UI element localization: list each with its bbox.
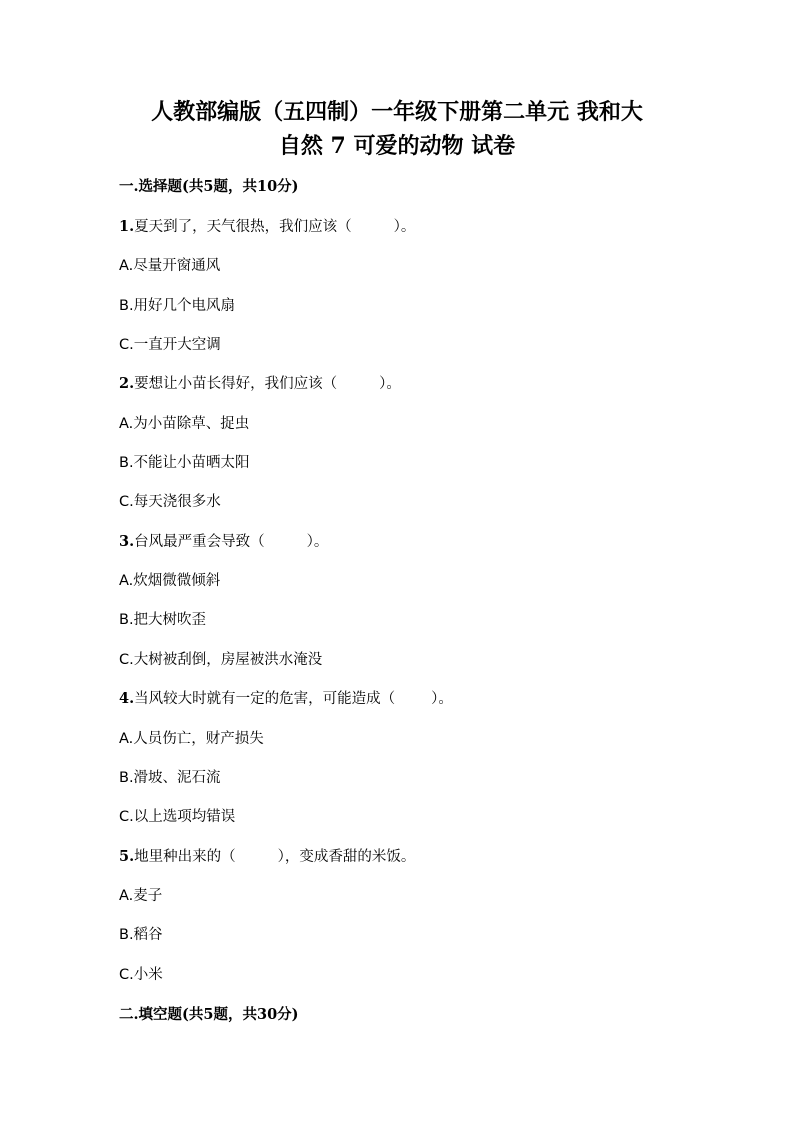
question-stem-end: ）。	[393, 219, 416, 235]
question-5	[119, 847, 415, 867]
question-number: 1.	[119, 218, 135, 235]
option-2a: A.为小苗除草、捉虫	[119, 416, 250, 432]
option-5c: C.小米	[119, 967, 163, 983]
question-number: 3.	[119, 533, 135, 550]
question-stem: 台风最严重会导致（	[134, 534, 265, 550]
option-3b: B.把大树吹歪	[119, 612, 207, 628]
option-4c: C.以上选项均错误	[119, 809, 236, 825]
question-stem-end: ）。	[379, 376, 401, 392]
question-stem: 地里种出来的（	[134, 849, 236, 865]
option-3a: A.炊烟微微倾斜	[119, 573, 221, 589]
page-title-line-2: 自然 7 可爱的动物 试卷	[278, 133, 516, 159]
option-5b: B.稻谷	[119, 927, 163, 943]
option-4b: B.滑坡、泥石流	[119, 770, 221, 786]
option-4a: A.人员伤亡，财产损失	[119, 731, 264, 747]
question-number: 5.	[119, 848, 135, 865]
question-3	[119, 532, 328, 552]
question-4	[119, 689, 453, 709]
question-stem: 夏天到了，天气很热，我们应该（	[134, 219, 352, 235]
section-heading-fill-in: 二.填空题(共5题，共30分)	[119, 1006, 299, 1023]
question-stem: 要想让小苗长得好，我们应该（	[134, 376, 338, 392]
question-stem-end: ），变成香甜的米饭。	[277, 849, 416, 865]
question-1	[119, 217, 415, 237]
question-2	[119, 374, 401, 394]
question-stem: 当风较大时就有一定的危害，可能造成（	[134, 691, 396, 707]
option-2b: B.不能让小苗晒太阳	[119, 455, 250, 471]
option-1a: A.尽量开窗通风	[119, 258, 221, 274]
page-title-line-1: 人教部编版（五四制）一年级下册第二单元 我和大	[151, 99, 643, 125]
option-3c: C.大树被刮倒，房屋被洪水淹没	[119, 652, 323, 668]
question-number: 4.	[119, 690, 135, 707]
option-1b: B.用好几个电风扇	[119, 298, 236, 314]
question-stem-end: ）。	[431, 691, 453, 707]
question-stem-end: ）。	[306, 534, 329, 550]
option-1c: C.一直开大空调	[119, 337, 221, 353]
option-2c: C.每天浇很多水	[119, 494, 221, 510]
section-heading-choice: 一.选择题(共5题，共10分)	[119, 178, 299, 195]
option-5a: A.麦子	[119, 888, 163, 904]
question-number: 2.	[119, 375, 135, 392]
